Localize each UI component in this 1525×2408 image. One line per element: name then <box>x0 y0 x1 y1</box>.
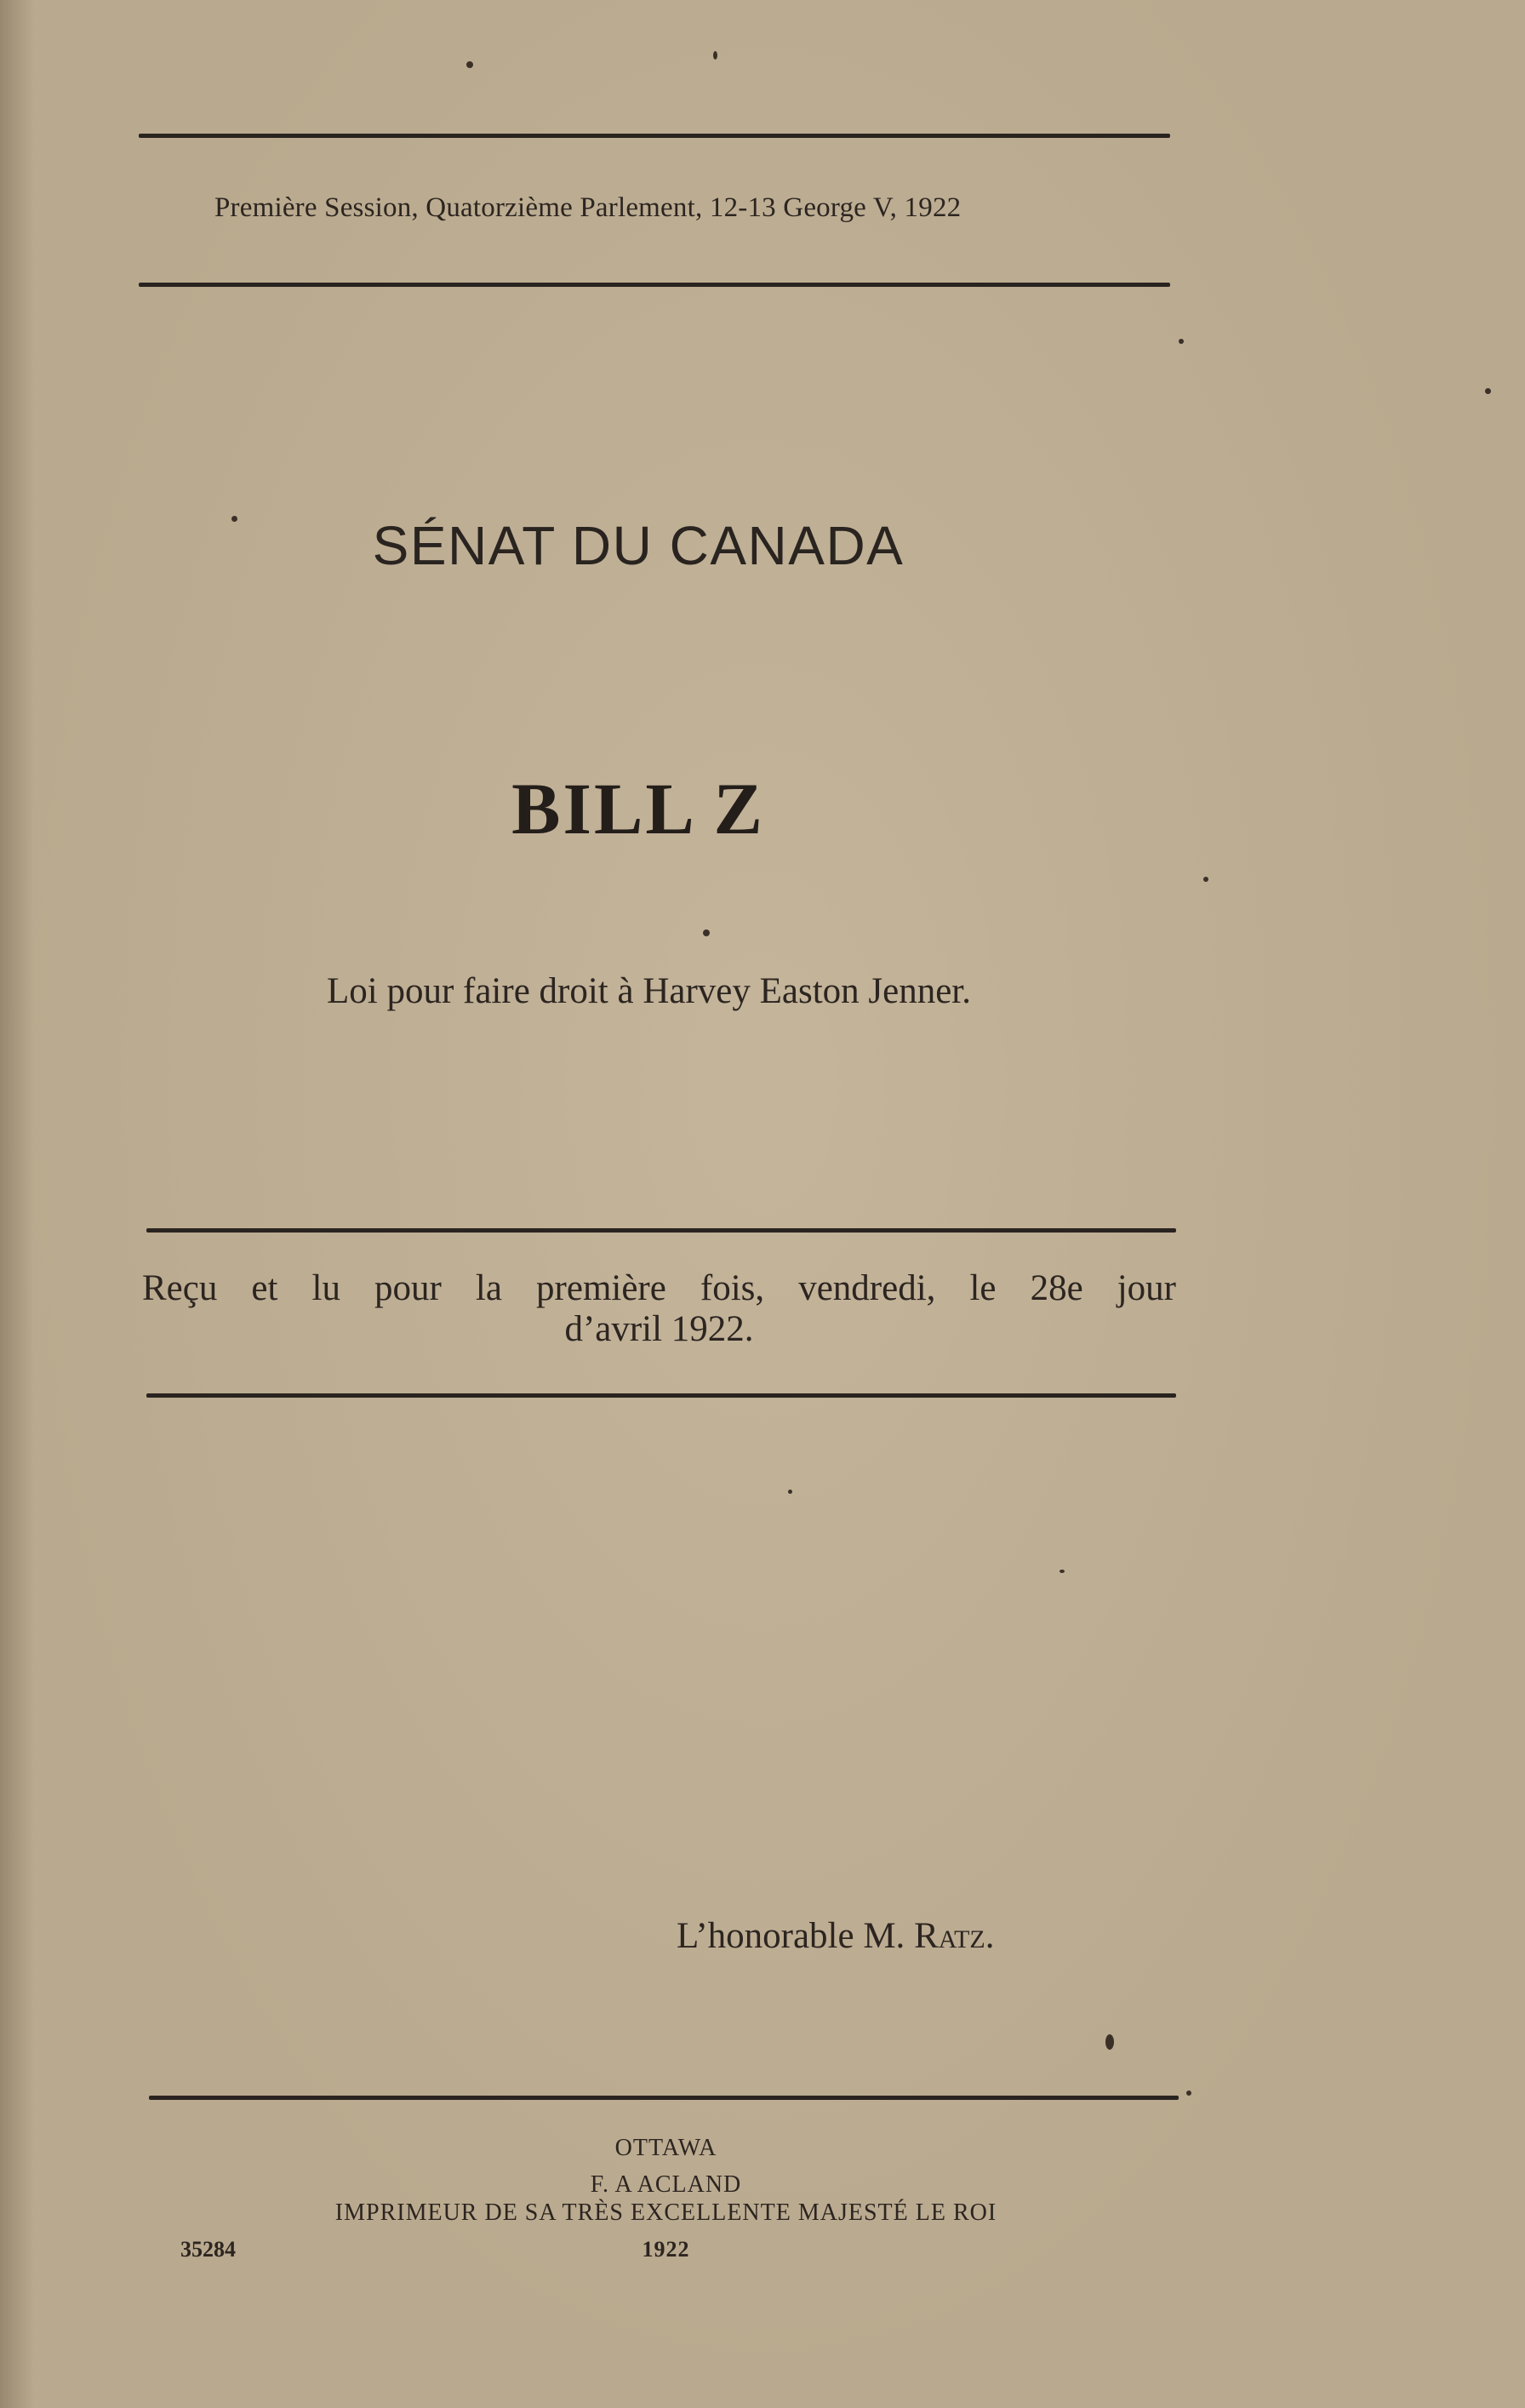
imprint-top-rule <box>149 2096 1179 2100</box>
paper-speck <box>231 516 237 522</box>
imprint-printer: F. A ACLAND <box>590 2171 742 2198</box>
paper-speck <box>713 51 717 60</box>
first-reading-line-1: Reçu et lu pour la première fois, vendredi, le 28e jour <box>142 1268 1176 1308</box>
paper-speck <box>1186 2091 1191 2096</box>
session-line: Première Session, Quatorzième Parlement, 12-13 George V, 1922 <box>214 192 962 223</box>
bill-title: BILL Z <box>511 768 765 849</box>
paper-speck <box>703 929 710 936</box>
header-bottom-rule <box>139 283 1170 287</box>
senate-heading: SÉNAT DU CANADA <box>372 515 905 576</box>
paper-speck <box>788 1490 792 1494</box>
paper-speck <box>1179 339 1184 344</box>
imprint-year: 1922 <box>642 2237 690 2262</box>
paper-speck <box>1203 877 1208 882</box>
imprint-office: IMPRIMEUR DE SA TRÈS EXCELLENTE MAJESTÉ LE ROI <box>334 2199 997 2226</box>
reading-top-rule <box>146 1228 1176 1233</box>
first-reading-notice <box>142 1268 1176 1350</box>
top-rule <box>139 134 1170 138</box>
imprint-city: OTTAWA <box>614 2135 717 2161</box>
paper-speck <box>466 61 473 68</box>
paper-speck <box>1060 1570 1065 1573</box>
sponsor-line <box>677 1915 994 1957</box>
paper-speck <box>1485 388 1491 394</box>
reading-bottom-rule <box>146 1393 1176 1398</box>
paper-speck <box>1105 2034 1114 2050</box>
sponsor-name: Ratz. <box>914 1916 995 1956</box>
imprint-number: 35284 <box>180 2237 236 2262</box>
sponsor-prefix: L’honorable M. <box>677 1916 905 1956</box>
first-reading-line-2: d’avril 1922. <box>564 1309 754 1349</box>
bill-description: Loi pour faire droit à Harvey Easton Jenner. <box>326 971 971 1011</box>
